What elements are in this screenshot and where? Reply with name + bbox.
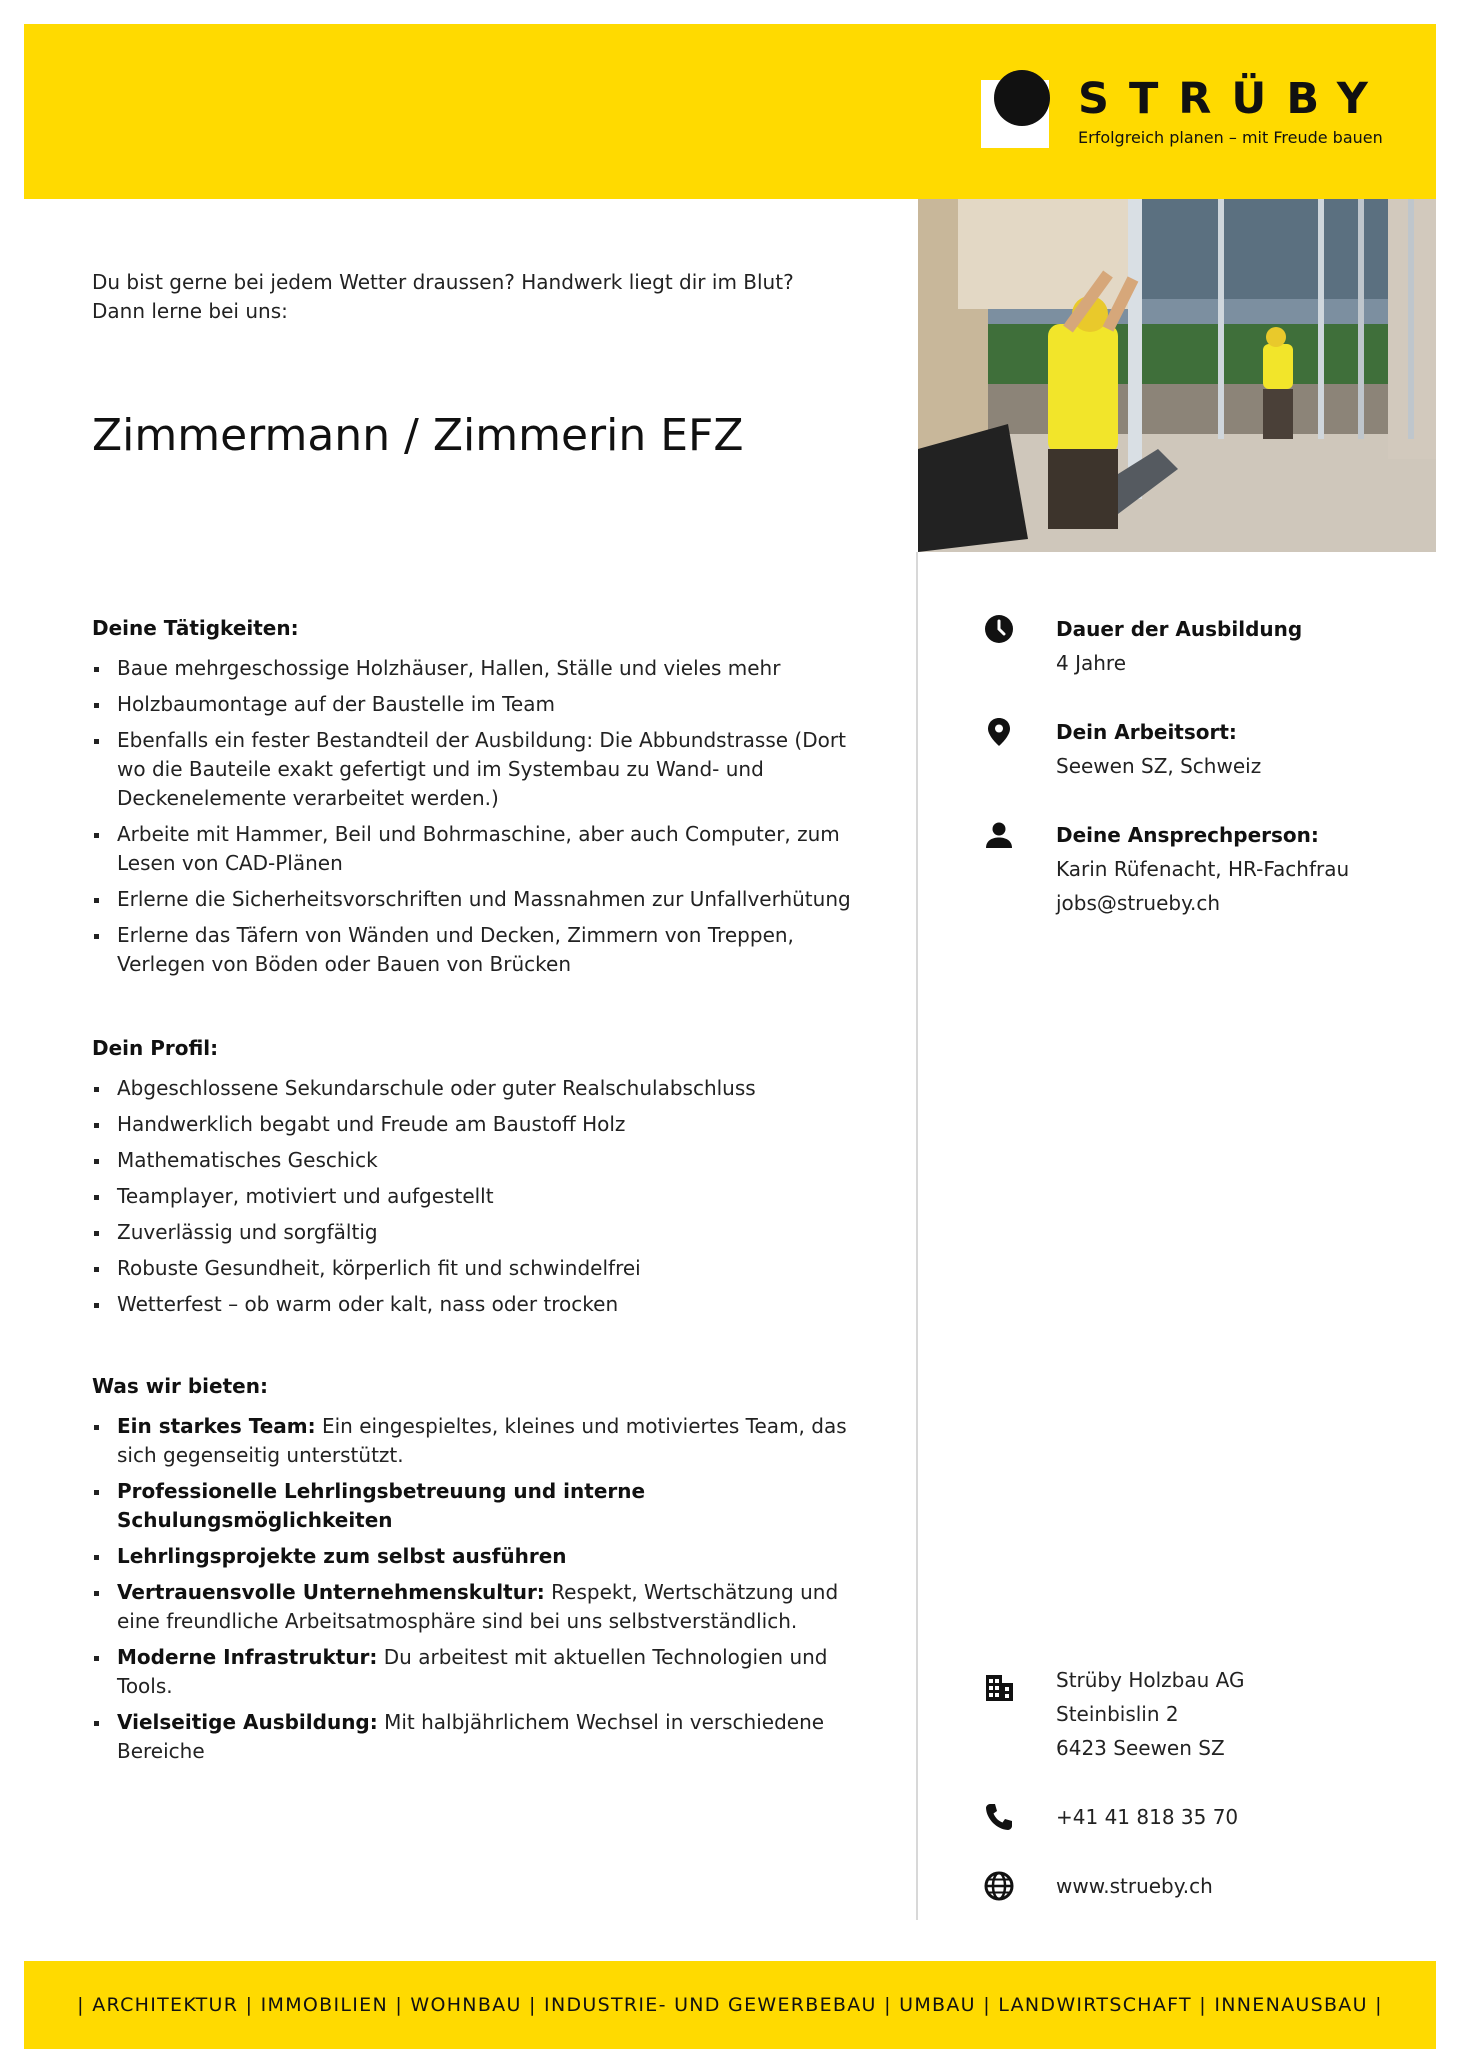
info-value: Seewen SZ, Schweiz (1056, 754, 1262, 778)
list-item: Ein starkes Team: Ein eingespieltes, kleines und motiviertes Team, das sich gegenseitig unterstützt. (92, 1412, 862, 1470)
footer-bar (24, 1961, 1436, 2049)
list-item: Vertrauensvolle Unternehmenskultur: Respekt, Wertschätzung und eine freundliche Arbeitsatmosphäre sind bei uns selbstverständlich. (92, 1578, 862, 1636)
hero-photo (918, 199, 1436, 552)
section-taetigkeiten (92, 616, 862, 986)
list-item: Moderne Infrastruktur: Du arbeitest mit aktuellen Technologien und Tools. (92, 1643, 862, 1701)
list-item: Abgeschlossene Sekundarschule oder guter Realschulabschluss (92, 1074, 862, 1103)
list-item: Baue mehrgeschossige Holzhäuser, Hallen, Ställe und vieles mehr (92, 654, 862, 683)
clock-icon (982, 612, 1016, 646)
logo-wordmark: STRÜBY (1078, 74, 1388, 124)
logo-tagline: Erfolgreich planen – mit Freude bauen (1078, 128, 1383, 147)
section-heading: Was wir bieten: (92, 1374, 268, 1398)
building-icon (982, 1671, 1016, 1705)
list-item: Lehrlingsprojekte zum selbst ausführen (92, 1542, 862, 1571)
company-city: 6423 Seewen SZ (1056, 1736, 1225, 1760)
header-bar (24, 24, 1436, 199)
intro-line-1: Du bist gerne bei jedem Wetter draussen? Handwerk liegt dir im Blut? (92, 270, 794, 294)
taetigkeiten-list (92, 654, 862, 979)
logo-mark-icon (978, 70, 1054, 150)
footer-services: | ARCHITEKTUR | IMMOBILIEN | WOHNBAU | INDUSTRIE- UND GEWERBEBAU | UMBAU | LANDWIRTSCHAFT | INNENAUSBAU | (77, 1994, 1383, 2016)
list-item: Erlerne das Täfern von Wänden und Decken, Zimmern von Treppen, Verlegen von Böden oder Bauen von Brücken (92, 921, 862, 979)
info-heading: Deine Ansprechperson: (1056, 823, 1319, 847)
list-item: Holzbaumontage auf der Baustelle im Team (92, 690, 862, 719)
phone-number-link[interactable]: +41 41 818 35 70 (1056, 1805, 1239, 1829)
section-angebot (92, 1374, 862, 1773)
struby-logo (978, 70, 1388, 152)
list-item: Ebenfalls ein fester Bestandteil der Ausbildung: Die Abbundstrasse (Dort wo die Bauteile exakt gefertigt und im Systembau zu Wand- und Deckenelemente verarbeitet werden.) (92, 726, 862, 813)
person-icon (982, 818, 1016, 852)
company-street: Steinbislin 2 (1056, 1702, 1179, 1726)
list-item: Arbeite mit Hammer, Beil und Bohrmaschine, aber auch Computer, zum Lesen von CAD-Plänen (92, 820, 862, 878)
company-name: Strüby Holzbau AG (1056, 1668, 1245, 1692)
section-profil (92, 1036, 862, 1326)
intro-line-2: Dann lerne bei uns: (92, 299, 288, 323)
column-divider (916, 552, 918, 1920)
profil-list (92, 1074, 862, 1319)
list-item: Handwerklich begabt und Freude am Baustoff Holz (92, 1110, 862, 1139)
contact-name: Karin Rüfenacht, HR-Fachfrau (1056, 857, 1350, 881)
section-heading: Deine Tätigkeiten: (92, 616, 299, 640)
info-heading: Dein Arbeitsort: (1056, 720, 1237, 744)
list-item: Zuverlässig und sorgfältig (92, 1218, 862, 1247)
angebot-list (92, 1412, 862, 1766)
list-item: Robuste Gesundheit, körperlich fit und schwindelfrei (92, 1254, 862, 1283)
list-item: Mathematisches Geschick (92, 1146, 862, 1175)
section-heading: Dein Profil: (92, 1036, 219, 1060)
list-item: Professionelle Lehrlingsbetreuung und interne Schulungsmöglichkeiten (92, 1477, 862, 1535)
phone-icon (982, 1800, 1016, 1834)
list-item: Teamplayer, motiviert und aufgestellt (92, 1182, 862, 1211)
info-value: 4 Jahre (1056, 651, 1126, 675)
list-item: Erlerne die Sicherheitsvorschriften und Massnahmen zur Unfallverhütung (92, 885, 862, 914)
list-item: Vielseitige Ausbildung: Mit halbjährlichem Wechsel in verschiedene Bereiche (92, 1708, 862, 1766)
website-link[interactable]: www.strueby.ch (1056, 1874, 1213, 1898)
contact-email-link[interactable]: jobs@strueby.ch (1056, 891, 1221, 915)
info-heading: Dauer der Ausbildung (1056, 617, 1303, 641)
location-pin-icon (982, 715, 1016, 749)
list-item: Wetterfest – ob warm oder kalt, nass oder trocken (92, 1290, 862, 1319)
intro-text (92, 268, 812, 326)
globe-icon (982, 1869, 1016, 1903)
page-title: Zimmermann / Zimmerin EFZ (92, 410, 744, 461)
